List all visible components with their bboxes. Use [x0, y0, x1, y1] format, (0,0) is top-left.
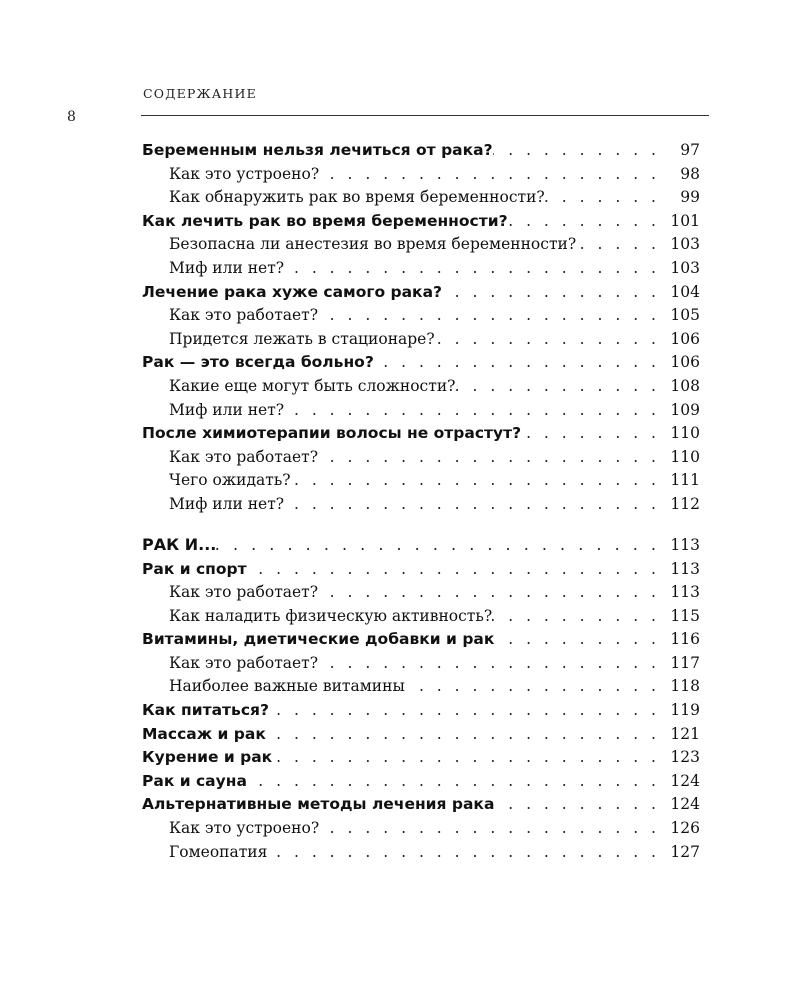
dot-leader [521, 422, 666, 446]
toc-entry-page-number: 106 [670, 353, 700, 372]
toc-entry-page-number: 117 [670, 653, 700, 672]
dot-leader [318, 304, 666, 328]
dot-leader [266, 723, 666, 747]
dot-leader [284, 493, 666, 517]
toc-entry-title: Витамины, диетические добавки и рак [142, 630, 495, 649]
toc-subentry [142, 675, 700, 699]
dot-leader [284, 399, 666, 423]
toc-entry-title: Миф или нет? [169, 400, 285, 419]
toc-entry-page-number: 103 [670, 258, 700, 277]
toc-subentry [142, 841, 700, 865]
toc-entry [142, 558, 700, 582]
header-rule [141, 115, 709, 116]
toc-entry-title: Придется лежать в стационаре? [169, 329, 435, 348]
dot-leader [284, 257, 666, 281]
dot-leader [494, 793, 666, 817]
toc-entry [142, 422, 700, 446]
toc-entry-page-number: 105 [670, 306, 700, 325]
toc-entry-title: Как это работает? [169, 447, 319, 466]
toc-entry-page-number: 110 [670, 424, 700, 443]
dot-leader [216, 532, 666, 558]
toc-entry-page-number: 124 [670, 795, 700, 814]
toc-entry-title: Как это работает? [169, 653, 319, 672]
toc-entry-title: Гомеопатия [169, 842, 268, 861]
toc-subentry [142, 581, 700, 605]
dot-leader [318, 652, 666, 676]
toc-entry-page-number: 104 [670, 282, 700, 301]
toc-entry-page-number: 127 [670, 842, 700, 861]
toc-entry-title: Массаж и рак [142, 724, 266, 743]
dot-leader [405, 675, 666, 699]
dot-leader [492, 605, 666, 629]
dot-leader [318, 581, 666, 605]
toc-entry [142, 139, 700, 163]
dot-leader [269, 699, 666, 723]
toc-entry-page-number: 123 [670, 748, 700, 767]
toc-entry-page-number: 113 [670, 583, 700, 602]
dot-leader [247, 770, 666, 794]
dot-leader [247, 558, 666, 582]
toc-subentry [142, 469, 700, 493]
dot-leader [494, 628, 666, 652]
dot-leader [318, 446, 666, 470]
dot-leader [374, 351, 666, 375]
toc-entry-page-number: 110 [670, 447, 700, 466]
toc-entry-page-number: 111 [670, 471, 700, 490]
dot-leader [508, 210, 666, 234]
dot-leader [442, 281, 666, 305]
toc-entry-page-number: 115 [670, 606, 700, 625]
toc-entry [142, 351, 700, 375]
toc-entry [142, 770, 700, 794]
toc-entry-title: Как это устроено? [169, 164, 320, 183]
dot-leader [455, 375, 666, 399]
toc-entry-title: Миф или нет? [169, 258, 285, 277]
toc-entry-title: После химиотерапии волосы не отрастут? [142, 424, 522, 443]
toc-entry-title: Какие еще могут быть сложности? [169, 376, 456, 395]
dot-leader [319, 163, 666, 187]
toc-entry-title: Чего ожидать? [169, 471, 291, 490]
toc-subentry [142, 817, 700, 841]
toc-entry-title: Лечение рака хуже самого рака? [142, 282, 443, 301]
toc-entry-page-number: 121 [670, 724, 700, 743]
toc-entry-page-number: 113 [670, 535, 700, 554]
toc-entry-page-number: 113 [670, 559, 700, 578]
dot-leader [435, 328, 666, 352]
toc-entry-title: Как питаться? [142, 701, 269, 720]
dot-leader [576, 233, 666, 257]
toc-entry-title: Безопасна ли анестезия во время беременности? [169, 235, 577, 254]
toc-entry-page-number: 97 [680, 141, 700, 159]
toc-entry-page-number: 101 [670, 211, 700, 230]
dot-leader [319, 817, 666, 841]
toc-entry-title: Как это устроено? [169, 819, 320, 838]
toc-entry-page-number: 98 [680, 164, 700, 183]
toc-subentry [142, 446, 700, 470]
toc-entry-title: Альтернативные методы лечения рака [142, 795, 495, 814]
toc-entry-page-number: 99 [680, 188, 700, 207]
running-head-title: СОДЕРЖАНИЕ [143, 86, 257, 101]
toc-entry-title: Рак — это всегда больно? [142, 353, 374, 372]
toc-entry-title: Курение и рак [142, 748, 273, 767]
toc-subentry [142, 652, 700, 676]
toc-entry [142, 746, 700, 770]
toc-entry-title: Как наладить физическую активность? [169, 606, 493, 625]
toc-entry-title: Как лечить рак во время беременности? [142, 211, 508, 230]
toc-subentry [142, 257, 700, 281]
toc-subentry [142, 399, 700, 423]
toc-entry [142, 281, 700, 305]
toc-entry-title: Беременным нельзя лечиться от рака? [142, 141, 493, 159]
toc-entry-page-number: 106 [670, 329, 700, 348]
toc-subentry [142, 493, 700, 517]
toc-subentry [142, 186, 700, 210]
dot-leader [267, 841, 666, 865]
table-of-contents [142, 139, 700, 864]
toc-entry-page-number: 119 [670, 701, 700, 720]
dot-leader [272, 746, 666, 770]
toc-entry [142, 793, 700, 817]
toc-entry [142, 723, 700, 747]
page-number: 8 [67, 109, 76, 125]
toc-entry-title: Рак и сауна [142, 771, 247, 790]
toc-entry-page-number: 109 [670, 400, 700, 419]
toc-entry-page-number: 103 [670, 235, 700, 254]
dot-leader [493, 139, 666, 163]
dot-leader [545, 186, 666, 210]
toc-entry-title: Как это работает? [169, 306, 319, 325]
toc-entry-page-number: 116 [670, 630, 700, 649]
toc-subentry [142, 375, 700, 399]
toc-subentry [142, 605, 700, 629]
toc-entry-title: РАК И... [142, 534, 217, 554]
toc-subentry [142, 304, 700, 328]
toc-subentry [142, 233, 700, 257]
toc-entry-page-number: 124 [670, 771, 700, 790]
toc-entry-page-number: 108 [670, 376, 700, 395]
toc-entry-title: Наиболее важные витамины [169, 677, 405, 696]
toc-subentry [142, 328, 700, 352]
toc-entry-title: Как обнаружить рак во время беременности? [169, 188, 545, 207]
toc-entry [142, 628, 700, 652]
toc-part-heading [142, 532, 700, 558]
toc-subentry [142, 163, 700, 187]
dot-leader [291, 469, 666, 493]
toc-entry [142, 699, 700, 723]
toc-entry-title: Рак и спорт [142, 559, 247, 578]
toc-entry-title: Как это работает? [169, 583, 319, 602]
toc-entry [142, 210, 700, 234]
toc-entry-page-number: 112 [670, 494, 700, 513]
toc-entry-page-number: 126 [670, 819, 700, 838]
toc-entry-title: Миф или нет? [169, 494, 285, 513]
toc-entry-page-number: 118 [670, 677, 700, 696]
